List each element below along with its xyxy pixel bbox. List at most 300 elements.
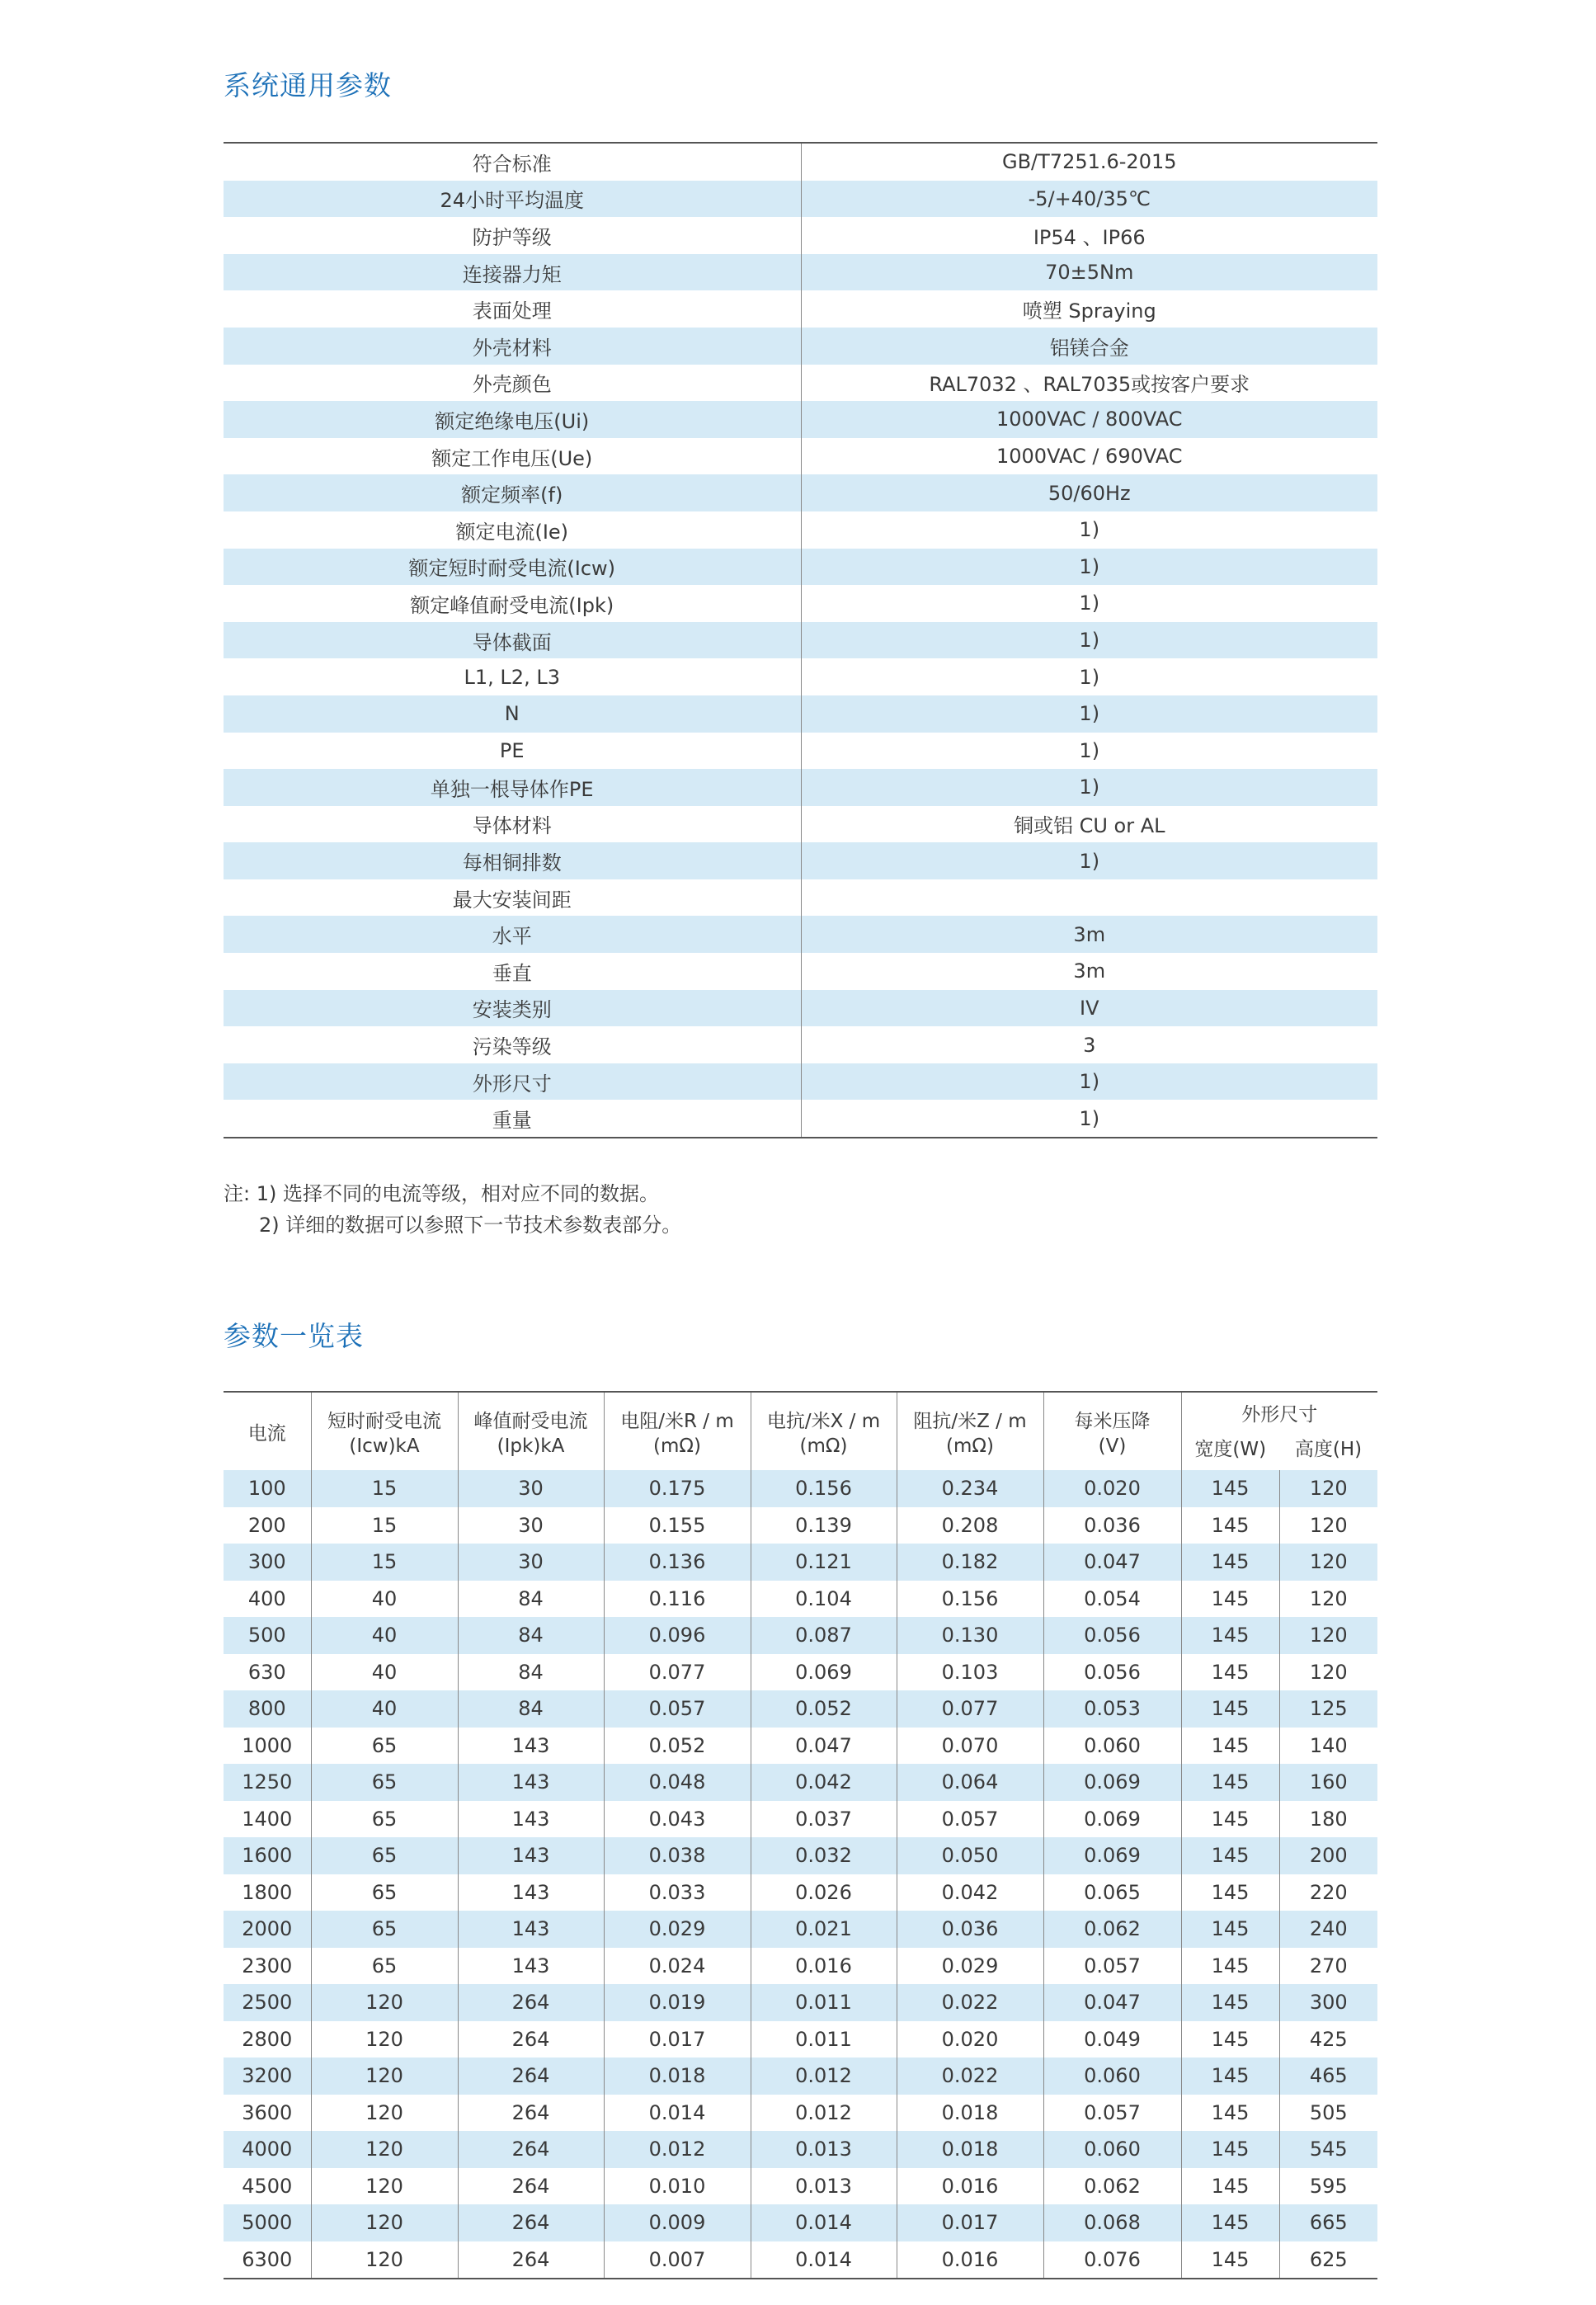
cell-impedance: 0.017 — [897, 2204, 1043, 2241]
header-resistance — [604, 1392, 751, 1470]
cell-icw: 40 — [311, 1617, 458, 1654]
cell-resistance: 0.010 — [604, 2168, 751, 2205]
header-reactance-line1: 电抗/米X / m — [766, 1411, 881, 1432]
notes — [224, 1178, 681, 1241]
param-value: RAL7032 、RAL7035或按客户要求 — [929, 373, 1250, 397]
table-row — [224, 1581, 1377, 1618]
cell-voltage-drop: 0.065 — [1043, 1874, 1181, 1911]
param-value: 1) — [801, 622, 1377, 659]
cell-width: 145 — [1181, 1948, 1279, 1985]
cell-current: 300 — [224, 1544, 311, 1581]
param-row — [224, 549, 1377, 586]
cell-icw: 65 — [311, 1874, 458, 1911]
table-row — [224, 1544, 1377, 1581]
cell-icw: 65 — [311, 1801, 458, 1838]
param-value: 1) — [801, 695, 1377, 733]
param-name: 污染等级 — [224, 1026, 801, 1063]
param-value: -5/+40/35℃ — [801, 181, 1377, 218]
cell-impedance: 0.042 — [897, 1874, 1043, 1911]
param-row — [224, 916, 1377, 953]
cell-height: 140 — [1279, 1728, 1377, 1765]
cell-height: 200 — [1279, 1837, 1377, 1874]
cell-reactance: 0.139 — [751, 1507, 897, 1544]
cell-reactance: 0.156 — [751, 1470, 897, 1507]
cell-voltage-drop: 0.056 — [1043, 1654, 1181, 1691]
cell-voltage-drop: 0.049 — [1043, 2021, 1181, 2058]
param-row — [224, 879, 1377, 917]
cell-resistance: 0.033 — [604, 1874, 751, 1911]
cell-voltage-drop: 0.056 — [1043, 1617, 1181, 1654]
param-name: N — [224, 695, 801, 733]
cell-voltage-drop: 0.069 — [1043, 1764, 1181, 1801]
header-dimensions: 外形尺寸 — [1181, 1392, 1377, 1432]
param-row — [224, 842, 1377, 879]
table-row — [224, 1507, 1377, 1544]
cell-voltage-drop: 0.062 — [1043, 2168, 1181, 2205]
header-icw — [311, 1392, 458, 1470]
cell-resistance: 0.024 — [604, 1948, 751, 1985]
table-row — [224, 2241, 1377, 2279]
cell-icw: 120 — [311, 2204, 458, 2241]
param-name: 垂直 — [224, 953, 801, 990]
cell-height: 625 — [1279, 2241, 1377, 2279]
param-name: 防护等级 — [224, 217, 801, 254]
param-value: 70±5Nm — [801, 254, 1377, 291]
param-value: 1) — [1079, 518, 1100, 542]
cell-height: 665 — [1279, 2204, 1377, 2241]
cell-impedance: 0.070 — [897, 1728, 1043, 1765]
cell-voltage-drop: 0.047 — [1043, 1984, 1181, 2021]
table-row — [224, 1470, 1377, 1507]
param-name: 额定绝缘电压(Ui) — [224, 401, 801, 438]
param-name: 安装类别 — [224, 990, 801, 1027]
param-row — [224, 143, 1377, 181]
cell-icw: 40 — [311, 1581, 458, 1618]
cell-reactance: 0.042 — [751, 1764, 897, 1801]
param-name: 导体材料 — [224, 806, 801, 843]
cell-icw: 40 — [311, 1690, 458, 1728]
cell-resistance: 0.007 — [604, 2241, 751, 2279]
cell-icw: 15 — [311, 1470, 458, 1507]
cell-height: 120 — [1279, 1544, 1377, 1581]
cell-current: 500 — [224, 1617, 311, 1654]
param-value: 喷塑 Spraying — [1022, 299, 1156, 323]
table-row — [224, 2021, 1377, 2058]
cell-reactance: 0.011 — [751, 2021, 897, 2058]
cell-current: 100 — [224, 1470, 311, 1507]
cell-ipk: 143 — [458, 1911, 604, 1948]
cell-current: 6300 — [242, 2247, 293, 2271]
param-name: PE — [224, 733, 801, 770]
cell-ipk: 30 — [458, 1544, 604, 1581]
header-impedance — [897, 1392, 1043, 1470]
param-value: 1) — [801, 1063, 1377, 1101]
cell-height: 120 — [1279, 1507, 1377, 1544]
param-value: IP54 、IP66 — [1033, 225, 1146, 249]
param-value — [801, 879, 1377, 917]
cell-voltage-drop: 0.036 — [1043, 1507, 1181, 1544]
param-name: L1, L2, L3 — [224, 658, 801, 695]
param-value: 1) — [1079, 592, 1100, 615]
cell-reactance: 0.047 — [751, 1728, 897, 1765]
cell-width: 145 — [1181, 2021, 1279, 2058]
cell-height: 180 — [1279, 1801, 1377, 1838]
cell-ipk: 143 — [458, 1801, 604, 1838]
cell-height: 425 — [1279, 2021, 1377, 2058]
param-row — [224, 1100, 1377, 1138]
cell-reactance: 0.013 — [751, 2168, 897, 2205]
param-name: 外壳颜色 — [224, 365, 801, 402]
cell-resistance: 0.038 — [604, 1837, 751, 1874]
overview-table-body — [224, 1470, 1377, 2279]
cell-current: 630 — [247, 1660, 286, 1684]
cell-ipk: 143 — [458, 1874, 604, 1911]
cell-current: 400 — [247, 1586, 286, 1610]
param-value: 铝镁合金 — [801, 328, 1377, 365]
param-value: 1) — [801, 842, 1377, 879]
cell-ipk: 264 — [458, 1984, 604, 2021]
table-row — [224, 2131, 1377, 2168]
param-row — [224, 806, 1377, 843]
note-1: 注: 1) 选择不同的电流等级，相对应不同的数据。 — [224, 1182, 659, 1205]
cell-resistance: 0.116 — [604, 1581, 751, 1618]
cell-icw: 65 — [311, 1837, 458, 1874]
cell-height: 545 — [1279, 2131, 1377, 2168]
cell-ipk: 264 — [458, 2058, 604, 2095]
param-row — [224, 290, 1377, 328]
cell-width: 145 — [1181, 1544, 1279, 1581]
cell-impedance: 0.016 — [897, 2241, 1043, 2279]
cell-icw: 120 — [311, 2021, 458, 2058]
cell-resistance: 0.014 — [604, 2095, 751, 2132]
cell-width: 145 — [1181, 2058, 1279, 2095]
param-row — [224, 733, 1377, 770]
cell-voltage-drop: 0.053 — [1043, 1690, 1181, 1728]
cell-reactance: 0.052 — [751, 1690, 897, 1728]
cell-height: 160 — [1279, 1764, 1377, 1801]
param-row — [224, 953, 1377, 990]
param-row — [224, 1063, 1377, 1101]
cell-icw: 120 — [311, 2095, 458, 2132]
cell-width: 145 — [1181, 1911, 1279, 1948]
cell-resistance: 0.155 — [604, 1507, 751, 1544]
section-title-general-params: 系统通用参数 — [224, 69, 392, 101]
cell-current: 200 — [247, 1513, 286, 1537]
cell-current: 1000 — [242, 1733, 293, 1757]
cell-icw: 65 — [311, 1728, 458, 1765]
cell-icw: 15 — [311, 1507, 458, 1544]
cell-icw: 65 — [311, 1948, 458, 1985]
cell-resistance: 0.009 — [604, 2204, 751, 2241]
section-title-overview: 参数一览表 — [224, 1320, 364, 1352]
cell-icw: 120 — [311, 1984, 458, 2021]
overview-table — [224, 1391, 1377, 2279]
cell-impedance: 0.208 — [897, 1507, 1043, 1544]
cell-width: 145 — [1181, 1801, 1279, 1838]
header-reactance-line2: (mΩ) — [799, 1435, 848, 1457]
header-resistance-line1: 电阻/米R / m — [620, 1411, 734, 1432]
param-name: 每相铜排数 — [224, 842, 801, 879]
table-row — [224, 1837, 1377, 1874]
overview-table-header — [224, 1392, 1377, 1470]
param-value: 3m — [1073, 959, 1106, 983]
cell-impedance: 0.018 — [897, 2131, 1043, 2168]
cell-voltage-drop: 0.060 — [1043, 2131, 1181, 2168]
param-value: 1) — [1079, 665, 1100, 689]
cell-current: 3600 — [242, 2100, 293, 2124]
table-row — [224, 2204, 1377, 2241]
cell-resistance: 0.048 — [604, 1764, 751, 1801]
cell-ipk: 264 — [458, 2131, 604, 2168]
cell-resistance: 0.012 — [604, 2131, 751, 2168]
param-value: IV — [801, 990, 1377, 1027]
header-icw-line2: (Icw)kA — [349, 1435, 420, 1457]
param-name: 外壳材料 — [224, 328, 801, 365]
table-row — [224, 1690, 1377, 1728]
cell-icw: 40 — [311, 1654, 458, 1691]
cell-resistance: 0.029 — [604, 1911, 751, 1948]
cell-height: 120 — [1279, 1470, 1377, 1507]
param-value: 50/60Hz — [801, 474, 1377, 511]
cell-height: 300 — [1279, 1984, 1377, 2021]
param-name: 单独一根导体作PE — [224, 769, 801, 806]
table-row — [224, 1984, 1377, 2021]
cell-reactance: 0.012 — [751, 2095, 897, 2132]
cell-icw: 120 — [311, 2168, 458, 2205]
cell-reactance: 0.026 — [751, 1874, 897, 1911]
cell-reactance: 0.069 — [751, 1654, 897, 1691]
cell-icw: 65 — [311, 1911, 458, 1948]
cell-icw: 120 — [311, 2058, 458, 2095]
header-ipk — [458, 1392, 604, 1470]
cell-width: 145 — [1181, 2204, 1279, 2241]
cell-voltage-drop: 0.062 — [1043, 1911, 1181, 1948]
cell-width: 145 — [1181, 1654, 1279, 1691]
table-row — [224, 2058, 1377, 2095]
cell-impedance: 0.016 — [897, 2168, 1043, 2205]
cell-ipk: 264 — [458, 2168, 604, 2205]
param-row — [224, 181, 1377, 218]
cell-reactance: 0.013 — [751, 2131, 897, 2168]
param-value: 1000VAC / 690VAC — [996, 445, 1183, 469]
cell-impedance: 0.020 — [897, 2021, 1043, 2058]
cell-current: 2000 — [224, 1911, 311, 1948]
cell-ipk: 84 — [458, 1617, 604, 1654]
cell-impedance: 0.182 — [897, 1544, 1043, 1581]
cell-height: 120 — [1279, 1581, 1377, 1618]
cell-current: 5000 — [224, 2204, 311, 2241]
cell-voltage-drop: 0.057 — [1043, 1948, 1181, 1985]
cell-ipk: 84 — [458, 1690, 604, 1728]
param-row — [224, 217, 1377, 254]
cell-width: 145 — [1181, 1470, 1279, 1507]
cell-resistance: 0.077 — [604, 1654, 751, 1691]
cell-height: 120 — [1279, 1654, 1377, 1691]
cell-width: 145 — [1181, 2168, 1279, 2205]
cell-width: 145 — [1181, 2095, 1279, 2132]
param-row — [224, 254, 1377, 291]
header-height: 高度(H) — [1294, 1439, 1363, 1461]
cell-icw: 120 — [311, 2131, 458, 2168]
cell-reactance: 0.016 — [751, 1948, 897, 1985]
table-row — [224, 1728, 1377, 1765]
cell-height: 120 — [1279, 1617, 1377, 1654]
param-name: 额定电流(Ie) — [224, 511, 801, 549]
cell-voltage-drop: 0.060 — [1043, 2058, 1181, 2095]
cell-current: 2800 — [242, 2027, 293, 2051]
cell-width: 145 — [1181, 1874, 1279, 1911]
cell-ipk: 264 — [458, 2241, 604, 2279]
cell-ipk: 264 — [458, 2095, 604, 2132]
param-value: 1) — [801, 549, 1377, 586]
cell-voltage-drop: 0.057 — [1043, 2095, 1181, 2132]
cell-resistance: 0.017 — [604, 2021, 751, 2058]
table-row — [224, 1801, 1377, 1838]
param-name: 24小时平均温度 — [224, 181, 801, 218]
cell-impedance: 0.036 — [897, 1911, 1043, 1948]
cell-ipk: 84 — [458, 1654, 604, 1691]
cell-voltage-drop: 0.047 — [1043, 1544, 1181, 1581]
cell-icw: 120 — [311, 2241, 458, 2279]
cell-current: 4500 — [242, 2174, 293, 2198]
cell-resistance: 0.052 — [604, 1728, 751, 1765]
cell-impedance: 0.022 — [897, 1984, 1043, 2021]
param-value: 3 — [1083, 1033, 1096, 1057]
cell-resistance: 0.043 — [604, 1801, 751, 1838]
table-row — [224, 1911, 1377, 1948]
cell-width: 145 — [1181, 1690, 1279, 1728]
cell-reactance: 0.014 — [751, 2204, 897, 2241]
cell-impedance: 0.057 — [897, 1801, 1043, 1838]
cell-impedance: 0.050 — [897, 1837, 1043, 1874]
header-voltage-drop — [1043, 1392, 1181, 1470]
table-row — [224, 1617, 1377, 1654]
cell-height: 465 — [1279, 2058, 1377, 2095]
cell-voltage-drop: 0.069 — [1043, 1837, 1181, 1874]
cell-reactance: 0.121 — [751, 1544, 897, 1581]
param-name: 连接器力矩 — [224, 254, 801, 291]
cell-current: 4000 — [224, 2131, 311, 2168]
cell-impedance: 0.156 — [897, 1581, 1043, 1618]
header-width: 宽度(W) — [1181, 1432, 1279, 1470]
param-row — [224, 990, 1377, 1027]
cell-reactance: 0.104 — [751, 1581, 897, 1618]
cell-current: 2300 — [242, 1954, 293, 1977]
param-name: 额定峰值耐受电流(Ipk) — [224, 585, 801, 622]
cell-icw: 65 — [311, 1764, 458, 1801]
cell-height: 240 — [1279, 1911, 1377, 1948]
general-params-table — [224, 142, 1377, 1138]
cell-height: 270 — [1279, 1948, 1377, 1985]
cell-ipk: 30 — [458, 1470, 604, 1507]
cell-voltage-drop: 0.068 — [1043, 2204, 1181, 2241]
note-2: 2) 详细的数据可以参照下一节技术参数表部分。 — [259, 1214, 682, 1237]
param-name: 额定频率(f) — [224, 474, 801, 511]
cell-ipk: 264 — [458, 2021, 604, 2058]
header-impedance-line1: 阻抗/米Z / m — [913, 1411, 1027, 1432]
cell-impedance: 0.029 — [897, 1948, 1043, 1985]
cell-ipk: 143 — [458, 1764, 604, 1801]
cell-current: 800 — [224, 1690, 311, 1728]
cell-reactance: 0.012 — [751, 2058, 897, 2095]
cell-resistance: 0.019 — [604, 1984, 751, 2021]
cell-current: 1800 — [242, 1880, 293, 1904]
cell-reactance: 0.021 — [751, 1911, 897, 1948]
param-name: 符合标准 — [224, 143, 801, 181]
table-row — [224, 1654, 1377, 1691]
param-value: 铜或铝 CU or AL — [1013, 814, 1165, 838]
table-row — [224, 2095, 1377, 2132]
param-row — [224, 1026, 1377, 1063]
cell-voltage-drop: 0.054 — [1043, 1581, 1181, 1618]
table-row — [224, 1948, 1377, 1985]
cell-reactance: 0.014 — [751, 2241, 897, 2279]
cell-height: 125 — [1279, 1690, 1377, 1728]
cell-icw: 15 — [311, 1544, 458, 1581]
cell-width: 145 — [1181, 1984, 1279, 2021]
header-reactance — [751, 1392, 897, 1470]
param-name: 外形尺寸 — [224, 1063, 801, 1101]
param-value: 1000VAC / 800VAC — [801, 401, 1377, 438]
cell-height: 595 — [1279, 2168, 1377, 2205]
header-voltage-drop-line1: 每米压降 — [1074, 1411, 1151, 1432]
cell-reactance: 0.011 — [751, 1984, 897, 2021]
param-row — [224, 365, 1377, 402]
param-row — [224, 438, 1377, 475]
cell-impedance: 0.022 — [897, 2058, 1043, 2095]
cell-width: 145 — [1181, 1581, 1279, 1618]
param-row — [224, 401, 1377, 438]
cell-width: 145 — [1181, 2241, 1279, 2279]
cell-ipk: 143 — [458, 1728, 604, 1765]
param-name: 表面处理 — [224, 290, 801, 328]
cell-impedance: 0.103 — [897, 1654, 1043, 1691]
cell-width: 145 — [1181, 1764, 1279, 1801]
param-value: 3m — [801, 916, 1377, 953]
cell-current: 1400 — [242, 1807, 293, 1831]
cell-ipk: 143 — [458, 1948, 604, 1985]
cell-reactance: 0.037 — [751, 1801, 897, 1838]
param-name: 最大安装间距 — [224, 879, 801, 917]
table-row — [224, 2168, 1377, 2205]
cell-voltage-drop: 0.076 — [1043, 2241, 1181, 2279]
header-icw-line1: 短时耐受电流 — [327, 1411, 441, 1432]
param-name: 额定短时耐受电流(Icw) — [224, 549, 801, 586]
cell-voltage-drop: 0.060 — [1043, 1728, 1181, 1765]
cell-height: 505 — [1279, 2095, 1377, 2132]
cell-impedance: 0.064 — [897, 1764, 1043, 1801]
param-value: 1) — [801, 769, 1377, 806]
cell-resistance: 0.057 — [604, 1690, 751, 1728]
header-resistance-line2: (mΩ) — [653, 1435, 701, 1457]
cell-ipk: 264 — [458, 2204, 604, 2241]
cell-current: 1250 — [224, 1764, 311, 1801]
cell-width: 145 — [1181, 1507, 1279, 1544]
param-row — [224, 658, 1377, 695]
header-ipk-line2: (Ipk)kA — [497, 1435, 565, 1457]
param-row — [224, 769, 1377, 806]
cell-width: 145 — [1181, 1837, 1279, 1874]
cell-current: 2500 — [224, 1984, 311, 2021]
cell-voltage-drop: 0.069 — [1043, 1801, 1181, 1838]
cell-width: 145 — [1181, 2131, 1279, 2168]
cell-ipk: 30 — [458, 1507, 604, 1544]
cell-reactance: 0.032 — [751, 1837, 897, 1874]
header-voltage-drop-line2: (V) — [1098, 1435, 1127, 1457]
header-impedance-line2: (mΩ) — [946, 1435, 994, 1457]
param-row — [224, 585, 1377, 622]
cell-impedance: 0.018 — [897, 2095, 1043, 2132]
